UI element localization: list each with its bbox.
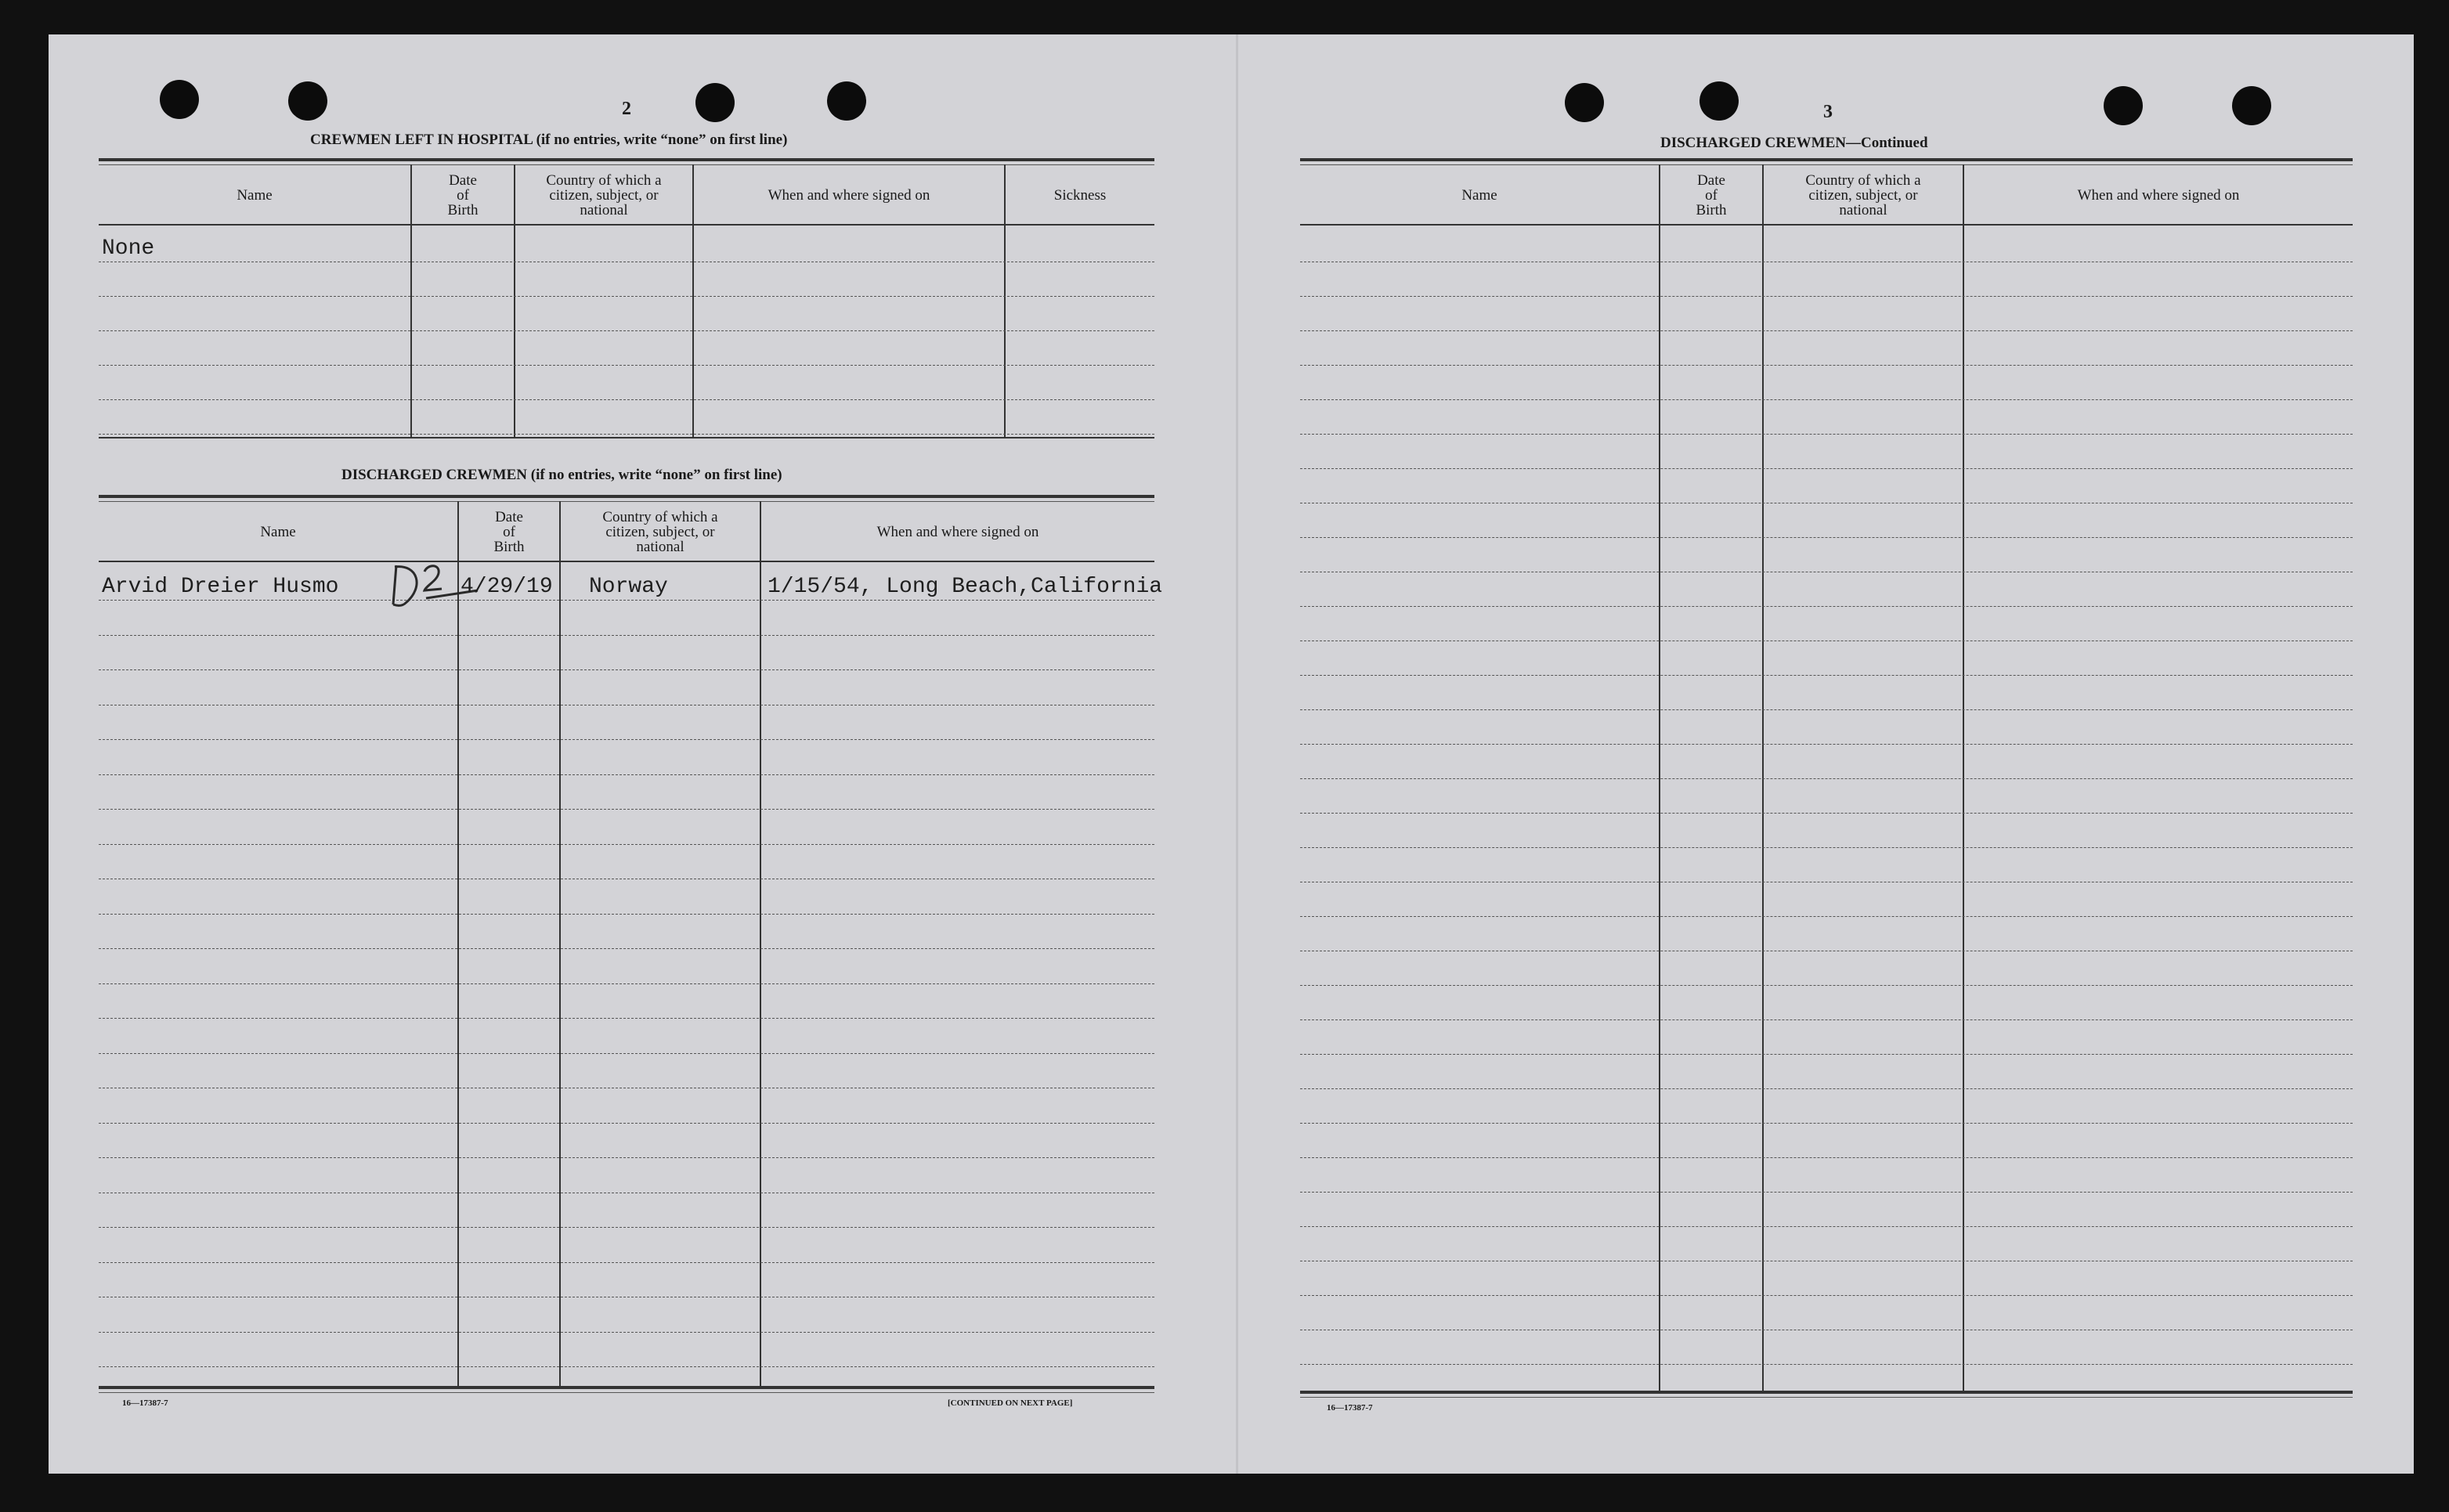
continued-note: [CONTINUED ON NEXT PAGE]	[948, 1398, 1073, 1408]
hospital-header-rule	[99, 224, 1154, 226]
ruled-line	[99, 983, 1154, 984]
ruled-line	[1300, 1364, 2353, 1365]
right-table-bottom-rule-2	[1300, 1397, 2353, 1398]
hospital-header-country: Country of which a citizen, subject, or national	[546, 171, 662, 218]
form-number-left: 16—17387-7	[122, 1398, 168, 1408]
discharged-section-title: DISCHARGED CREWMEN (if no entries, write “none” on first line)	[341, 467, 782, 483]
crewman-dob: 4/29/19	[461, 575, 553, 599]
ruled-line	[1300, 813, 2353, 814]
ruled-line	[99, 296, 1154, 297]
punch-hole	[1699, 81, 1739, 121]
crewman-country: Norway	[589, 575, 668, 599]
ruled-line	[1300, 1088, 2353, 1089]
ruled-line	[99, 1053, 1154, 1054]
discharged-header-name: Name	[260, 523, 296, 540]
ruled-line	[99, 330, 1154, 331]
page-fold	[1236, 34, 1238, 1474]
ruled-line	[99, 600, 1154, 601]
ruled-line	[99, 1157, 1154, 1158]
page-number: 2	[622, 99, 631, 119]
ruled-line	[1300, 847, 2353, 848]
discharged-header-dob: Date of Birth	[493, 508, 525, 555]
hospital-table-top-rule-2	[99, 164, 1154, 165]
ruled-line	[99, 774, 1154, 775]
ruled-line	[1300, 744, 2353, 745]
hospital-header-name: Name	[237, 186, 273, 204]
discharged-table-top-rule	[99, 495, 1154, 498]
ruled-line	[1300, 916, 2353, 917]
punch-hole	[695, 83, 735, 122]
ruled-line	[1300, 537, 2353, 538]
punch-hole	[2104, 86, 2143, 125]
hospital-section-title: CREWMEN LEFT IN HOSPITAL (if no entries, write “none” on first line)	[310, 132, 788, 148]
ruled-line	[1300, 1226, 2353, 1227]
crewman-name: Arvid Dreier Husmo	[102, 575, 339, 599]
ruled-line	[99, 1366, 1154, 1367]
hospital-table-top-rule	[99, 158, 1154, 161]
ruled-line	[99, 1123, 1154, 1124]
crewman-signed-on: 1/15/54, Long Beach,California	[768, 575, 1163, 599]
ruled-line	[99, 1018, 1154, 1019]
ruled-line	[99, 809, 1154, 810]
ruled-line	[1300, 985, 2353, 986]
document-sheet	[49, 34, 2414, 1474]
ruled-line	[1300, 675, 2353, 676]
ruled-line	[1300, 399, 2353, 400]
discharged-header-country: Country of which a citizen, subject, or national	[602, 508, 718, 555]
punch-hole	[288, 81, 327, 121]
form-number-right: 16—17387-7	[1327, 1403, 1373, 1413]
ruled-line	[1300, 778, 2353, 779]
ruled-line	[99, 948, 1154, 949]
ruled-line	[99, 365, 1154, 366]
punch-hole	[2232, 86, 2271, 125]
right-table-top-rule-2	[1300, 164, 2353, 165]
hospital-header-dob: Date of Birth	[447, 171, 479, 218]
ruled-line	[1300, 365, 2353, 366]
punch-hole	[1565, 83, 1604, 122]
hospital-entry-none: None	[102, 236, 155, 261]
discharged-continued-title: DISCHARGED CREWMEN—Continued	[1660, 135, 1928, 151]
ruled-line	[1300, 1157, 2353, 1158]
right-header-dob: Date of Birth	[1696, 171, 1727, 218]
right-header-signed: When and where signed on	[2077, 186, 2240, 204]
right-header-rule	[1300, 224, 2353, 226]
ruled-line	[1300, 1295, 2353, 1296]
ruled-line	[1300, 468, 2353, 469]
ruled-line	[99, 1262, 1154, 1263]
punch-hole	[827, 81, 866, 121]
ruled-line	[99, 635, 1154, 636]
right-table-top-rule	[1300, 158, 2353, 161]
ruled-line	[1300, 296, 2353, 297]
hospital-header-signed: When and where signed on	[768, 186, 930, 204]
discharged-table-bottom-rule	[99, 1386, 1154, 1389]
hospital-header-sickness: Sickness	[1053, 186, 1107, 204]
ruled-line	[99, 399, 1154, 400]
right-header-country: Country of which a citizen, subject, or national	[1805, 171, 1921, 218]
ruled-line	[99, 434, 1154, 435]
ruled-line	[1300, 330, 2353, 331]
ruled-line	[99, 669, 1154, 670]
right-header-name: Name	[1461, 186, 1497, 204]
ruled-line	[1300, 1192, 2353, 1193]
page-number: 3	[1823, 102, 1833, 122]
ruled-line	[1300, 434, 2353, 435]
ruled-line	[1300, 709, 2353, 710]
ruled-line	[99, 1332, 1154, 1333]
ruled-line	[1300, 1123, 2353, 1124]
discharged-table-bottom-rule-2	[99, 1392, 1154, 1393]
discharged-header-rule	[99, 561, 1154, 562]
ruled-line	[1300, 1054, 2353, 1055]
ruled-line	[99, 1227, 1154, 1228]
ruled-line	[99, 739, 1154, 740]
punch-hole	[160, 80, 199, 119]
ruled-line	[99, 914, 1154, 915]
ruled-line	[1300, 606, 2353, 607]
ruled-line	[1300, 1019, 2353, 1020]
ruled-line	[99, 844, 1154, 845]
hospital-table-bottom-rule	[99, 437, 1154, 438]
discharged-header-signed: When and where signed on	[876, 523, 1039, 540]
right-table-bottom-rule	[1300, 1391, 2353, 1394]
discharged-table-top-rule-2	[99, 501, 1154, 502]
